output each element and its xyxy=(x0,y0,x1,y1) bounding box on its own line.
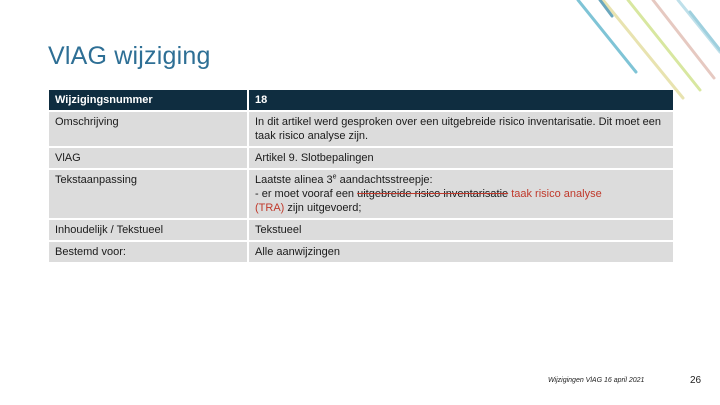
row-value: Alle aanwijzingen xyxy=(249,242,673,262)
value-line xyxy=(255,187,667,201)
row-label: Omschrijving xyxy=(49,112,249,146)
text-segment: zijn uitgevoerd; xyxy=(284,202,362,214)
text-segment: - er moet vooraf een xyxy=(255,188,358,200)
table-row xyxy=(49,148,673,168)
page-number: 26 xyxy=(690,375,702,386)
row-label: Wijzigingsnummer xyxy=(49,90,249,110)
row-label: Bestemd voor: xyxy=(49,242,249,262)
text-segment: Laatste alinea 3 xyxy=(255,174,333,186)
value-line xyxy=(255,201,667,215)
row-value: Tekstueel xyxy=(249,220,673,240)
row-label: Tekstaanpassing xyxy=(49,170,249,218)
inserted-text: (TRA) xyxy=(255,202,285,214)
table-row xyxy=(49,220,673,240)
slide-title: VlAG wijziging xyxy=(48,42,211,70)
superscript: e xyxy=(332,173,337,181)
value-line xyxy=(255,173,667,187)
row-label: VlAG xyxy=(49,148,249,168)
row-value xyxy=(249,170,673,218)
table-row xyxy=(49,90,673,110)
table-row xyxy=(49,112,673,146)
change-table xyxy=(49,88,673,264)
row-value: 18 xyxy=(249,90,673,110)
row-label: Inhoudelijk / Tekstueel xyxy=(49,220,249,240)
slide-footer: Wijzigingen VlAG 16 april 2021 xyxy=(548,377,645,384)
inserted-text: taak risico analyse xyxy=(508,188,602,200)
row-value: In dit artikel werd gesproken over een uitgebreide risico inventarisatie. Dit moet een taak risico analyse zijn. xyxy=(249,112,673,146)
row-value: Artikel 9. Slotbepalingen xyxy=(249,148,673,168)
table-row xyxy=(49,242,673,262)
text-segment: aandachtsstreepje: xyxy=(336,174,433,186)
table-row xyxy=(49,170,673,218)
deleted-text: uitgebreide risico inventarisatie xyxy=(357,188,509,200)
